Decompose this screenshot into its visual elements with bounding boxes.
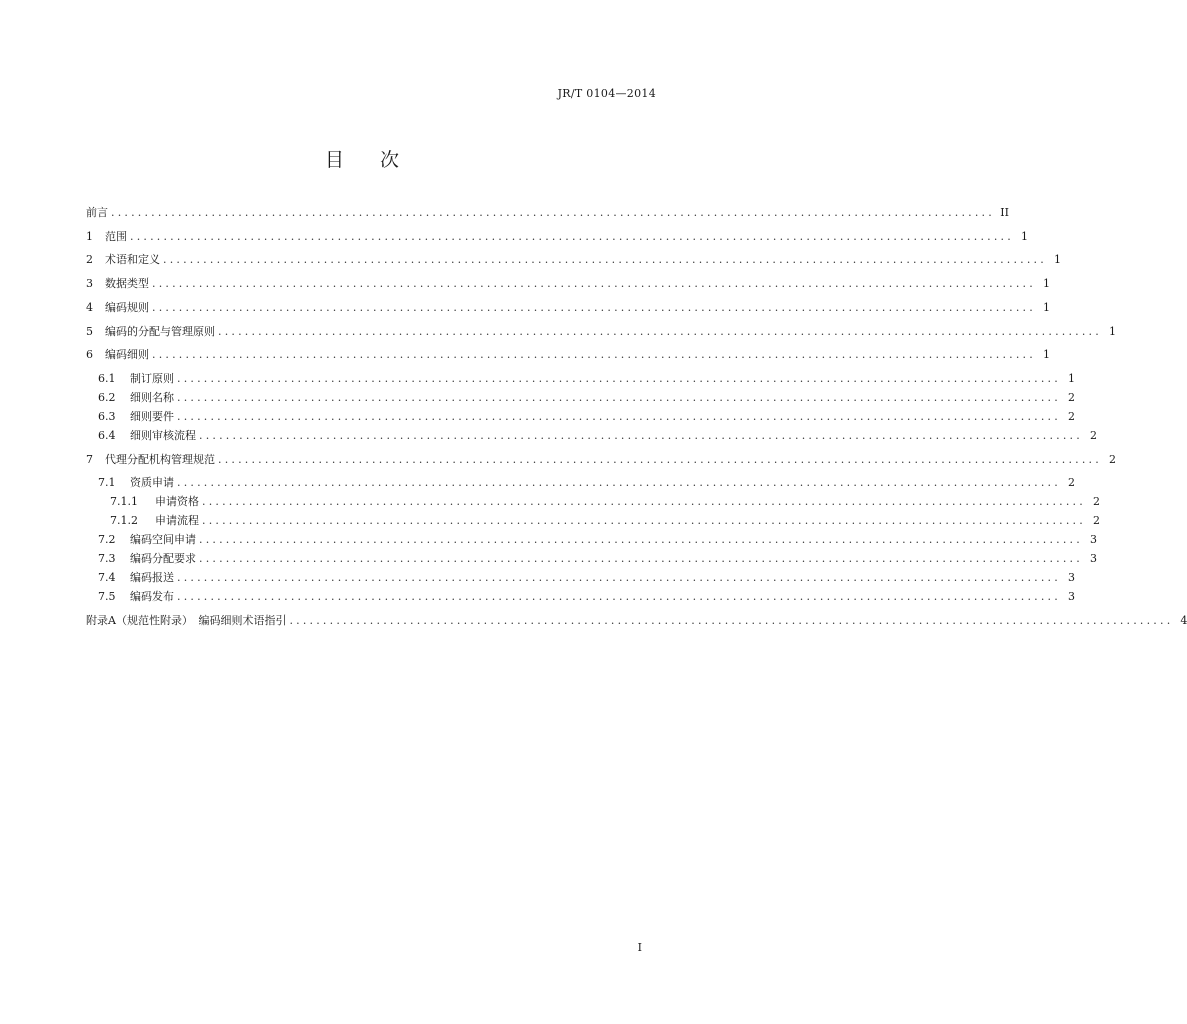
toc-page: 3 [1067, 590, 1075, 603]
toc-leader: .................................................................................................................................... [152, 301, 1036, 314]
toc-entry-7-1[interactable] [86, 475, 1075, 491]
toc-page: 2 [1092, 495, 1100, 508]
toc-entry-5[interactable] [86, 324, 1116, 340]
toc-page: 4 [1180, 614, 1187, 627]
toc-label: 编码报送 [130, 571, 174, 584]
toc-leader: .................................................................................................................................... [111, 206, 995, 219]
title-char-1: 目 [324, 149, 344, 171]
toc-leader: .................................................................................................................................... [152, 277, 1036, 290]
toc-leader: .................................................................................................................................... [177, 391, 1061, 404]
toc-number: 6.1 [98, 372, 116, 385]
toc-entry-2[interactable] [86, 252, 1061, 268]
toc-leader: .................................................................................................................................... [163, 253, 1047, 266]
toc-number: 7.4 [98, 571, 116, 584]
document-id: JR/T 0104—2014 [557, 87, 656, 100]
page-number: I [637, 941, 642, 954]
toc-leader: .................................................................................................................................... [289, 614, 1174, 627]
toc-leader: .................................................................................................................................... [177, 372, 1061, 385]
toc-page: 2 [1108, 453, 1116, 466]
toc-label: 编码细则 [105, 348, 149, 361]
toc-entry-7-1-1[interactable] [86, 494, 1100, 510]
toc-leader: .................................................................................................................................... [218, 453, 1102, 466]
toc-entry-appendix-a[interactable] [86, 613, 1187, 629]
toc-page: 1 [1108, 325, 1116, 338]
toc-entry-7-1-2[interactable] [86, 513, 1100, 529]
toc-page: 2 [1067, 476, 1075, 489]
toc-page: 2 [1092, 514, 1100, 527]
toc-number: 7 [86, 453, 93, 466]
toc-leader: .................................................................................................................................... [199, 533, 1083, 546]
toc-label: 资质申请 [130, 476, 174, 489]
toc-page: 1 [1042, 301, 1050, 314]
toc-leader: .................................................................................................................................... [199, 552, 1083, 565]
toc-page: II [1000, 206, 1009, 219]
toc-entry-1[interactable] [86, 229, 1028, 245]
toc-leader: .................................................................................................................................... [177, 476, 1061, 489]
toc-page: 2 [1067, 410, 1075, 423]
toc-page: 2 [1067, 391, 1075, 404]
toc-entry-6-4[interactable] [86, 428, 1097, 444]
toc-label: 细则名称 [130, 391, 174, 404]
toc-label: 数据类型 [105, 277, 149, 290]
toc-label: 编码分配要求 [130, 552, 196, 565]
toc-page: 1 [1053, 253, 1061, 266]
toc-page: 1 [1042, 348, 1050, 361]
toc-number: 7.1.1 [110, 495, 138, 508]
toc-label: 附录A（规范性附录） 编码细则术语指引 [86, 614, 287, 627]
toc-number: 5 [86, 325, 93, 338]
toc-page: 2 [1089, 429, 1097, 442]
toc-label: 细则审核流程 [130, 429, 196, 442]
title-char-2: 次 [380, 149, 400, 171]
toc-page: 1 [1042, 277, 1050, 290]
toc-label: 制订原则 [130, 372, 174, 385]
toc-entry-6-3[interactable] [86, 409, 1075, 425]
toc-entry-7-2[interactable] [86, 532, 1097, 548]
toc-page: 1 [1067, 372, 1075, 385]
toc-leader: .................................................................................................................................... [202, 514, 1086, 527]
toc-label: 申请流程 [155, 514, 199, 527]
toc-number: 7.2 [98, 533, 116, 546]
toc-leader: .................................................................................................................................... [177, 410, 1061, 423]
toc-page: 3 [1089, 533, 1097, 546]
toc-leader: .................................................................................................................................... [152, 348, 1036, 361]
toc-number: 4 [86, 301, 93, 314]
toc-label: 范围 [105, 230, 127, 243]
toc-label: 编码的分配与管理原则 [105, 325, 215, 338]
toc-entry-7-4[interactable] [86, 570, 1075, 586]
page-title [0, 145, 724, 172]
toc-number: 1 [86, 230, 93, 243]
toc-leader: .................................................................................................................................... [202, 495, 1086, 508]
toc-label: 代理分配机构管理规范 [105, 453, 215, 466]
toc-number: 7.1.2 [110, 514, 138, 527]
toc-leader: .................................................................................................................................... [177, 571, 1061, 584]
toc-entry-7-5[interactable] [86, 589, 1075, 605]
toc-number: 6 [86, 348, 93, 361]
toc-page: 1 [1020, 230, 1028, 243]
toc-entry-3[interactable] [86, 276, 1050, 292]
toc-number: 7.1 [98, 476, 116, 489]
toc-page: 3 [1067, 571, 1075, 584]
toc-label: 术语和定义 [105, 253, 160, 266]
toc-label: 细则要件 [130, 410, 174, 423]
toc-label: 编码发布 [130, 590, 174, 603]
toc-label: 编码空间申请 [130, 533, 196, 546]
toc-label: 编码规则 [105, 301, 149, 314]
toc-leader: .................................................................................................................................... [218, 325, 1102, 338]
toc-entry-7-3[interactable] [86, 551, 1097, 567]
toc-number: 6.3 [98, 410, 116, 423]
toc-leader: .................................................................................................................................... [130, 230, 1014, 243]
toc-leader: .................................................................................................................................... [199, 429, 1083, 442]
toc-label: 前言 [86, 206, 108, 219]
toc-number: 3 [86, 277, 93, 290]
toc-entry-6-2[interactable] [86, 390, 1075, 406]
toc-entry-foreword[interactable] [86, 205, 1009, 221]
toc-label: 申请资格 [155, 495, 199, 508]
toc-number: 6.4 [98, 429, 116, 442]
toc-number: 7.3 [98, 552, 116, 565]
toc-entry-6-1[interactable] [86, 371, 1075, 387]
toc-entry-4[interactable] [86, 300, 1050, 316]
toc-page: 3 [1089, 552, 1097, 565]
toc-number: 7.5 [98, 590, 116, 603]
toc-entry-7[interactable] [86, 452, 1116, 468]
toc-entry-6[interactable] [86, 347, 1050, 363]
toc-leader: .................................................................................................................................... [177, 590, 1061, 603]
toc-number: 6.2 [98, 391, 116, 404]
toc-number: 2 [86, 253, 93, 266]
